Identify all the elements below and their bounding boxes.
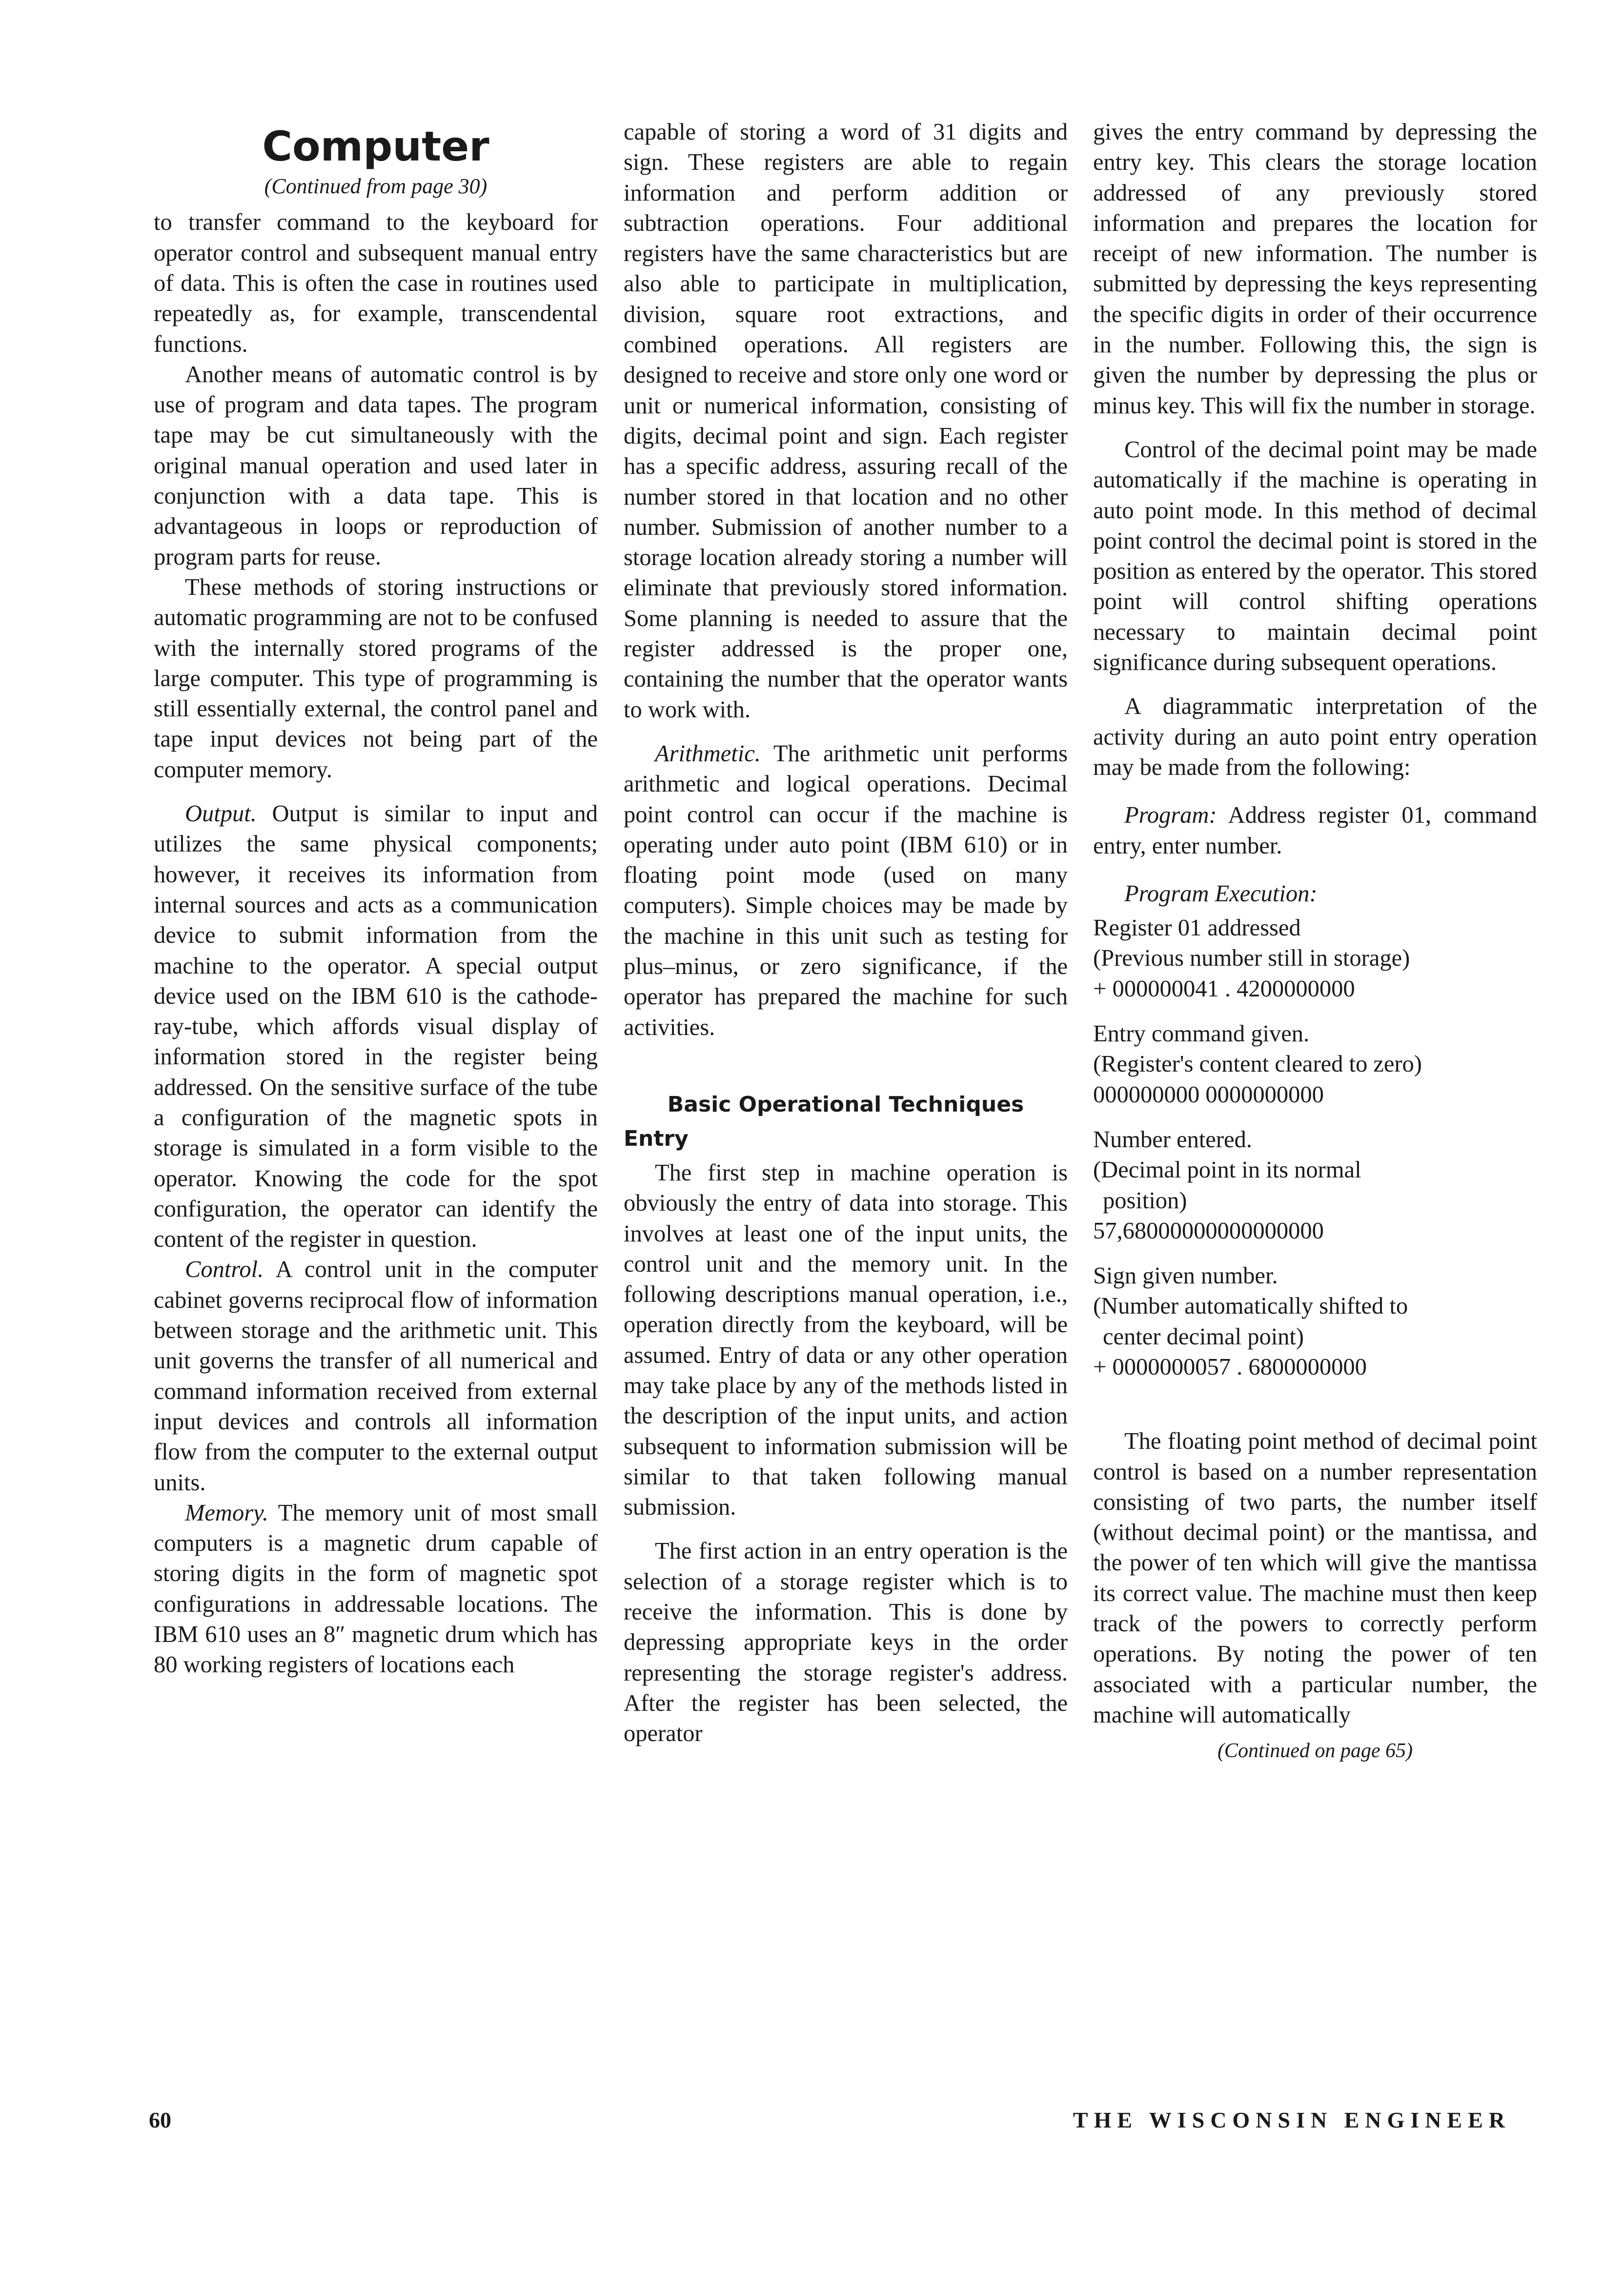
step-text: (Register's content cleared to zero) bbox=[1093, 1051, 1422, 1077]
column-1 bbox=[154, 117, 598, 1681]
paragraph: The first step in machine operation is obviously the entry of data into storage. This involves at least one of the input units, the control unit and the memory unit. In the following descriptions manual operation, i.e., operation directly from the keyboard, will be assumed. Entry of data or any other operation may take place by any of the methods listed in the description of the input units, and action subsequent to information submission will be similar to that taken following manual submission. bbox=[624, 1159, 1068, 1520]
paragraph: Another means of automatic control is by use of program and data tapes. The program tape may be cut simultaneously with the original manual operation and used later in conjunction with a data tape. This is advantageous in loops or reproduction of program parts for reuse. bbox=[154, 361, 598, 570]
paragraph: The first action in an entry operation is the selection of a storage register which is to receive the information. This is done by depressing appropriate keys in the order representing the storage register's address. After the register has been selected, the operator bbox=[624, 1538, 1068, 1747]
section-heading: Basic Operational Techniques bbox=[667, 1092, 1024, 1117]
step-text: Register 01 addressed bbox=[1093, 915, 1301, 941]
program-line bbox=[1093, 800, 1537, 861]
paragraph: These methods of storing instructions or automatic programming are not to be confused with the internally stored programs of the large computer. This type of programming is still essentially external, the control panel and tape input devices not being part of the computer memory. bbox=[154, 574, 598, 783]
column-3 bbox=[1093, 117, 1537, 1763]
execution-step-4 bbox=[1093, 1261, 1537, 1382]
paragraph: Control of the decimal point may be made automatically if the machine is operating in auto point mode. In this method of decimal point control the decimal point is stored in the position as entered by the operator. This stored point will control shifting operations necessary to maintain decimal point significance during subsequent operations. bbox=[1093, 436, 1537, 676]
paragraph-text: The memory unit of most small computers is a magnetic drum capable of storing digits in the form of magnetic spot configurations in addressable locations. The IBM 610 uses an 8″ magnetic drum which has 80 working registers of locations each bbox=[154, 1500, 598, 1678]
step-text: (Number automatically shifted to bbox=[1093, 1293, 1408, 1319]
article-title: Computer bbox=[262, 122, 489, 170]
magazine-name: THE WISCONSIN ENGINEER bbox=[1073, 2108, 1511, 2132]
column-2 bbox=[624, 117, 1068, 1749]
execution-step-2 bbox=[1093, 1019, 1537, 1110]
paragraph: The floating point method of decimal point control is based on a number representation consisting of two parts, the number itself (without decimal point) or the mantissa, and the power of ten which will give the mantissa its correct value. The machine must then keep track of the powers to correctly perform operations. By noting the power of ten associated with a particular number, the machine will automatically bbox=[1093, 1428, 1537, 1728]
step-text: position) bbox=[1103, 1187, 1187, 1214]
step-value: 57,68000000000000000 bbox=[1093, 1217, 1324, 1244]
run-in-heading-output: Output. bbox=[185, 801, 257, 827]
run-in-heading-control: Control. bbox=[185, 1257, 264, 1283]
paragraph-arithmetic bbox=[624, 739, 1068, 1043]
step-text: Entry command given. bbox=[1093, 1021, 1310, 1047]
program-text: Address register 01, command entry, enter number. bbox=[1093, 802, 1537, 859]
program-label: Program: bbox=[1124, 802, 1217, 829]
paragraph: capable of storing a word of 31 digits and sign. These registers are able to regain information and perform addition or subtraction operations. Four additional registers have the same characteristics but are also able to participate in multiplication, division, square root extractions, and combined operations. All registers are designed to receive and store only one word or unit or numerical information, consisting of digits, decimal point and sign. Each register has a specific address, assuring recall of the number stored in that location and no other number. Submission of another number to a storage location already storing a number will eliminate that previously stored information. Some planning is needed to assure that the register addressed is the proper one, containing the number that the operator wants to work with. bbox=[624, 119, 1068, 723]
paragraph: A diagrammatic interpretation of the activity during an auto point entry operation may be made from the following: bbox=[1093, 693, 1537, 780]
subsection-heading: Entry bbox=[624, 1126, 689, 1151]
continued-on-note: (Continued on page 65) bbox=[1217, 1740, 1413, 1763]
execution-step-3 bbox=[1093, 1125, 1537, 1246]
step-text: center decimal point) bbox=[1103, 1323, 1304, 1350]
exec-label-text: Program Execution: bbox=[1124, 880, 1318, 907]
paragraph-output bbox=[154, 799, 598, 1255]
step-value: 000000000 0000000000 bbox=[1093, 1081, 1324, 1108]
step-text: Number entered. bbox=[1093, 1126, 1252, 1153]
paragraph: to transfer command to the keyboard for operator control and subsequent manual entry of data. This is often the case in routines used repeatedly as, for example, transcendental functions. bbox=[154, 209, 598, 357]
paragraph-text: Output is similar to input and utilizes the same physical components; however, it receives its information from internal sources and acts as a communication device to submit information from the machine to the operator. A special output device used on the IBM 610 is the cathode-ray-tube, which affords visual display of information stored in the register being addressed. On the sensitive surface of the tube a configuration of the magnetic spots in storage is simulated in a form visible to the operator. Knowing the code for the spot configuration, the operator can identify the content of the register in question. bbox=[154, 801, 598, 1253]
paragraph-control bbox=[154, 1255, 598, 1498]
step-value: + 0000000057 . 6800000000 bbox=[1093, 1354, 1367, 1380]
step-text: (Previous number still in storage) bbox=[1093, 945, 1410, 972]
step-text: Sign given number. bbox=[1093, 1263, 1278, 1289]
step-value: + 000000041 . 4200000000 bbox=[1093, 975, 1355, 1002]
paragraph-memory bbox=[154, 1498, 598, 1681]
run-in-heading-arithmetic: Arithmetic. bbox=[655, 740, 761, 767]
program-execution-label bbox=[1093, 879, 1537, 909]
paragraph: gives the entry command by depressing the entry key. This clears the storage location addressed of any previously stored information and prepares the location for receipt of new information. The number is submitted by depressing the keys representing the specific digits in order of their occurrence in the number. Following this, the sign is given the number by depressing the plus or minus key. This will fix the number in storage. bbox=[1093, 119, 1537, 419]
paragraph-text: A control unit in the computer cabinet governs reciprocal flow of information between storage and the arithmetic unit. This unit governs the transfer of all numerical and command information received from external input devices and controls all information flow from the computer to the external output units. bbox=[154, 1257, 598, 1496]
step-text: (Decimal point in its normal bbox=[1093, 1157, 1361, 1183]
page-number: 60 bbox=[149, 2108, 171, 2132]
run-in-heading-memory: Memory. bbox=[185, 1500, 269, 1526]
continued-from-note: (Continued from page 30) bbox=[264, 174, 487, 199]
execution-step-1 bbox=[1093, 913, 1537, 1004]
paragraph-text: The arithmetic unit performs arithmetic and logical operations. Decimal point control can occur if the machine is operating under auto point (IBM 610) or in floating point mode (used on many computers). Simple choices may be made by the machine in this unit such as testing for plus–minus, or zero significance, if the operator has prepared the machine for such activities. bbox=[624, 740, 1068, 1040]
